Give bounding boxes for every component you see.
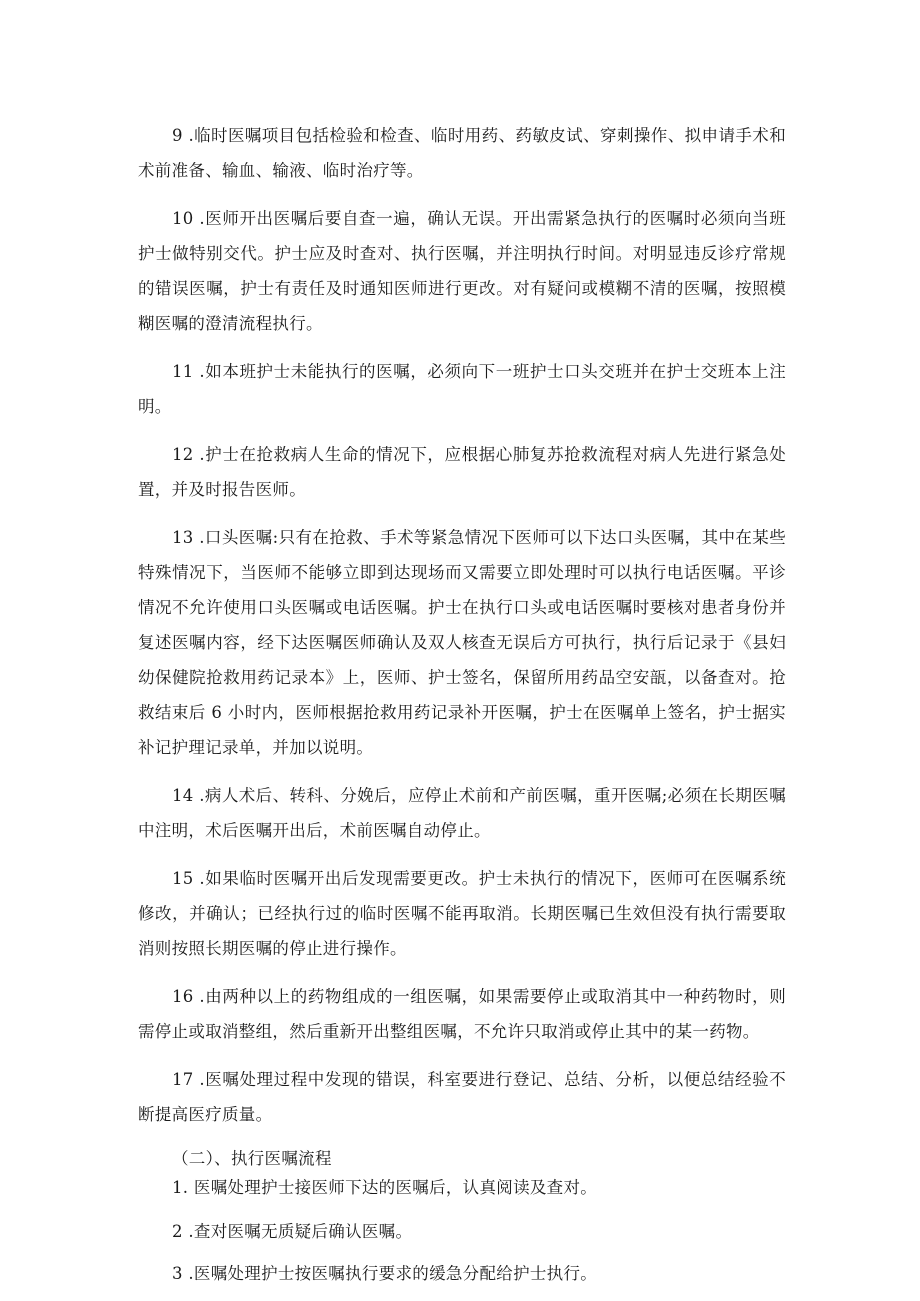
paragraph-item-17: 17 .医嘱处理过程中发现的错误，科室要进行登记、总结、分析，以便总结经验不断提高医疗质量。 — [138, 1070, 786, 1124]
step-item-2: 2 .查对医嘱无质疑后确认医嘱。 — [172, 1222, 413, 1241]
paragraph-item-14: 14 .病人术后、转科、分娩后，应停止术前和产前医嘱，重开医嘱;必须在长期医嘱中注明，术后医嘱开出后，术前医嘱自动停止。 — [138, 786, 786, 840]
section-heading: （二）、执行医嘱流程 — [172, 1149, 332, 1168]
document-page — [138, 118, 786, 1301]
paragraph-item-12: 12 .护士在抢救病人生命的情况下，应根据心肺复苏抢救流程对病人先进行紧急处置，并及时报告医师。 — [138, 445, 786, 499]
paragraph-item-13: 13 .口头医嘱:只有在抢救、手术等紧急情况下医师可以下达口头医嘱，其中在某些特殊情况下，当医师不能够立即到达现场而又需要立即处理时可以执行电话医嘱。平诊情况不允许使用口头医嘱或电话医嘱。护士在执行口头或电话医嘱时要核对患者身份并复述医嘱内容，经下达医嘱医师确认及双人核查无误后方可执行，执行后记录于《县妇幼保健院抢救用药记录本》上，医师、护士签名，保留所用药品空安瓿，以备查对。抢救结束后 6 小时内，医师根据抢救用药记录补开医嘱，护士在医嘱单上签名，护士据实补记护理记录单，并加以说明。 — [138, 528, 786, 757]
step-item-3: 3 .医嘱处理护士按医嘱执行要求的缓急分配给护士执行。 — [172, 1264, 598, 1283]
paragraph-item-9: 9 .临时医嘱项目包括检验和检查、临时用药、药敏皮试、穿刺操作、拟申请手术和术前准备、输血、输液、临时治疗等。 — [138, 126, 786, 180]
step-item-1: 1. 医嘱处理护士接医师下达的医嘱后，认真阅读及查对。 — [172, 1178, 598, 1197]
paragraph-item-16: 16 .由两种以上的药物组成的一组医嘱，如果需要停止或取消其中一种药物时，则需停止或取消整组，然后重新开出整组医嘱，不允许只取消或停止其中的某一药物。 — [138, 987, 786, 1041]
paragraph-item-15: 15 .如果临时医嘱开出后发现需要更改。护士未执行的情况下，医师可在医嘱系统修改，并确认；已经执行过的临时医嘱不能再取消。长期医嘱已生效但没有执行需要取消则按照长期医嘱的停止进行操作。 — [138, 869, 786, 958]
paragraph-item-11: 11 .如本班护士未能执行的医嘱，必须向下一班护士口头交班并在护士交班本上注明。 — [138, 362, 786, 416]
paragraph-item-10: 10 .医师开出医嘱后要自查一遍，确认无误。开出需紧急执行的医嘱时必须向当班护士做特别交代。护士应及时查对、执行医嘱，并注明执行时间。对明显违反诊疗常规的错误医嘱，护士有责任及时通知医师进行更改。对有疑问或模糊不清的医嘱，按照模糊医嘱的澄清流程执行。 — [138, 209, 786, 333]
